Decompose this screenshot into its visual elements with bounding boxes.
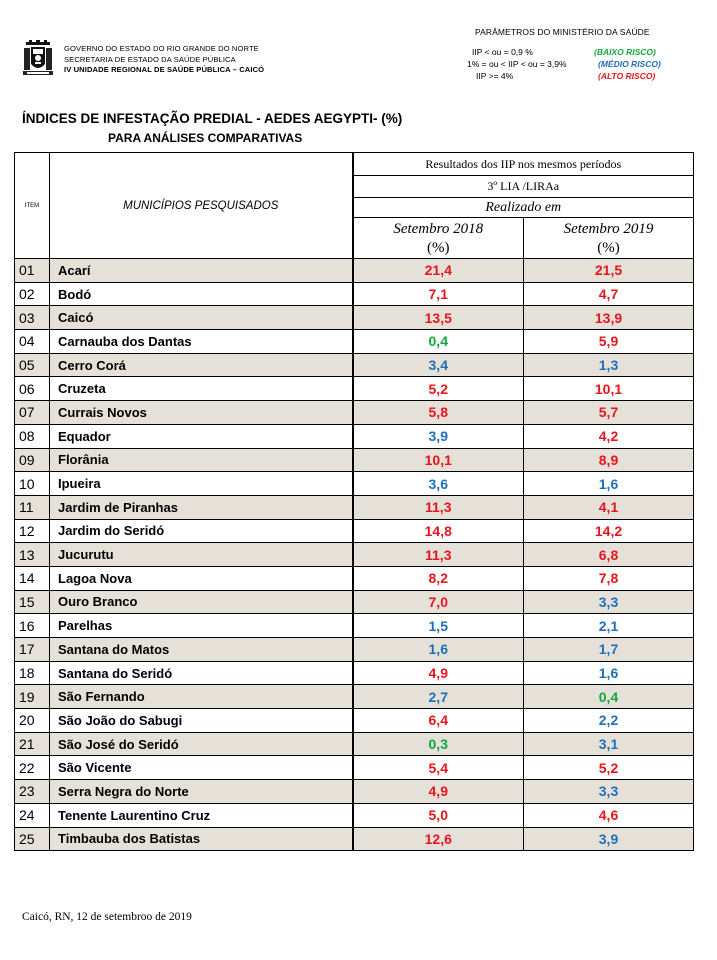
row-item-number: 22 — [15, 756, 50, 780]
row-item-number: 13 — [15, 543, 50, 567]
row-value-2019: 3,3 — [524, 780, 694, 804]
table-row — [15, 448, 694, 472]
table-row — [15, 519, 694, 543]
row-item-number: 19 — [15, 685, 50, 709]
row-item-number: 07 — [15, 401, 50, 425]
row-municipality: São José do Seridó — [50, 732, 353, 756]
row-municipality: Jucurutu — [50, 543, 353, 567]
row-value-2019: 4,1 — [524, 495, 694, 519]
row-value-2019: 2,1 — [524, 614, 694, 638]
row-item-number: 23 — [15, 780, 50, 804]
row-item-number: 15 — [15, 590, 50, 614]
period-2018-header — [353, 218, 524, 259]
row-value-2018: 6,4 — [353, 709, 524, 733]
row-municipality: Serra Negra do Norte — [50, 780, 353, 804]
row-value-2019: 4,7 — [524, 282, 694, 306]
row-value-2018: 0,3 — [353, 732, 524, 756]
row-value-2018: 7,0 — [353, 590, 524, 614]
row-item-number: 21 — [15, 732, 50, 756]
row-municipality: Ouro Branco — [50, 590, 353, 614]
row-value-2018: 12,6 — [353, 827, 524, 851]
row-value-2019: 7,8 — [524, 566, 694, 590]
row-item-number: 04 — [15, 330, 50, 354]
row-value-2018: 8,2 — [353, 566, 524, 590]
row-municipality: Parelhas — [50, 614, 353, 638]
infestation-table — [14, 152, 694, 851]
header-line-government: GOVERNO DO ESTADO DO RIO GRANDE DO NORTE — [64, 44, 259, 53]
row-value-2018: 5,4 — [353, 756, 524, 780]
row-municipality: Florânia — [50, 448, 353, 472]
row-municipality: Cruzeta — [50, 377, 353, 401]
row-municipality: Tenente Laurentino Cruz — [50, 803, 353, 827]
state-coat-of-arms-icon — [23, 40, 53, 78]
row-value-2018: 21,4 — [353, 259, 524, 283]
row-value-2019: 1,7 — [524, 638, 694, 662]
row-item-number: 01 — [15, 259, 50, 283]
row-value-2018: 5,0 — [353, 803, 524, 827]
table-row — [15, 306, 694, 330]
row-value-2019: 8,9 — [524, 448, 694, 472]
table-row — [15, 590, 694, 614]
row-value-2019: 0,4 — [524, 685, 694, 709]
row-value-2019: 3,9 — [524, 827, 694, 851]
row-item-number: 24 — [15, 803, 50, 827]
lia-header: 3º LIA /LIRAa — [353, 176, 694, 198]
parameters-title: PARÂMETROS DO MINISTÉRIO DA SAÚDE — [475, 27, 650, 37]
table-row — [15, 566, 694, 590]
row-value-2018: 7,1 — [353, 282, 524, 306]
table-row — [15, 377, 694, 401]
table-row — [15, 353, 694, 377]
document-subtitle: PARA ANÁLISES COMPARATIVAS — [108, 131, 303, 145]
period-2018-unit: (%) — [427, 240, 450, 256]
row-value-2019: 13,9 — [524, 306, 694, 330]
period-2018-label: Setembro 2018 — [393, 221, 484, 237]
row-municipality: Jardim de Piranhas — [50, 495, 353, 519]
table-row — [15, 803, 694, 827]
table-row — [15, 495, 694, 519]
table-row — [15, 401, 694, 425]
table-row — [15, 709, 694, 733]
row-value-2019: 3,1 — [524, 732, 694, 756]
row-value-2019: 10,1 — [524, 377, 694, 401]
row-municipality: Lagoa Nova — [50, 566, 353, 590]
table-row — [15, 661, 694, 685]
row-municipality: Caicó — [50, 306, 353, 330]
header-line-regional-unit: IV UNIDADE REGIONAL DE SAÚDE PÚBLICA – CAICÓ — [64, 65, 265, 74]
param-rule-low: IIP < ou = 0,9 % — [472, 47, 533, 57]
row-value-2018: 3,6 — [353, 472, 524, 496]
row-value-2019: 14,2 — [524, 519, 694, 543]
row-value-2018: 5,8 — [353, 401, 524, 425]
row-item-number: 14 — [15, 566, 50, 590]
row-value-2018: 11,3 — [353, 543, 524, 567]
period-2019-header — [524, 218, 694, 259]
row-item-number: 02 — [15, 282, 50, 306]
table-row — [15, 330, 694, 354]
row-value-2018: 13,5 — [353, 306, 524, 330]
row-value-2018: 2,7 — [353, 685, 524, 709]
param-risk-medium: (MÉDIO RISCO) — [598, 59, 661, 69]
row-item-number: 11 — [15, 495, 50, 519]
header-line-secretariat: SECRETARIA DE ESTADO DA SAÚDE PÚBLICA — [64, 55, 236, 64]
row-municipality: Santana do Seridó — [50, 661, 353, 685]
period-2019-unit: (%) — [597, 240, 620, 256]
row-value-2018: 3,9 — [353, 424, 524, 448]
row-municipality: Currais Novos — [50, 401, 353, 425]
table-row — [15, 282, 694, 306]
row-municipality: Carnauba dos Dantas — [50, 330, 353, 354]
row-item-number: 10 — [15, 472, 50, 496]
row-item-number: 12 — [15, 519, 50, 543]
row-value-2018: 3,4 — [353, 353, 524, 377]
row-value-2019: 3,3 — [524, 590, 694, 614]
param-rule-high: IIP >= 4% — [476, 71, 514, 81]
row-value-2019: 4,6 — [524, 803, 694, 827]
row-value-2019: 6,8 — [524, 543, 694, 567]
row-municipality: Cerro Corá — [50, 353, 353, 377]
table-row — [15, 614, 694, 638]
row-value-2018: 1,6 — [353, 638, 524, 662]
row-municipality: Equador — [50, 424, 353, 448]
row-municipality: Timbauba dos Batistas — [50, 827, 353, 851]
period-2019-label: Setembro 2019 — [563, 221, 654, 237]
row-municipality: Ipueira — [50, 472, 353, 496]
row-value-2019: 5,9 — [524, 330, 694, 354]
param-risk-low: (BAIXO RISCO) — [594, 47, 656, 57]
table-row — [15, 732, 694, 756]
results-header: Resultados dos IIP nos mesmos períodos — [353, 153, 694, 176]
row-value-2018: 0,4 — [353, 330, 524, 354]
table-row — [15, 424, 694, 448]
row-value-2019: 1,6 — [524, 472, 694, 496]
row-item-number: 08 — [15, 424, 50, 448]
footer-date: Caicó, RN, 12 de setembroo de 2019 — [22, 911, 192, 923]
table-row — [15, 780, 694, 804]
param-risk-high: (ALTO RISCO) — [598, 71, 656, 81]
row-value-2018: 4,9 — [353, 780, 524, 804]
row-value-2018: 5,2 — [353, 377, 524, 401]
row-value-2018: 4,9 — [353, 661, 524, 685]
table-row — [15, 472, 694, 496]
row-municipality: São João do Sabugi — [50, 709, 353, 733]
row-value-2018: 1,5 — [353, 614, 524, 638]
municipalities-header: MUNICÍPIOS PESQUISADOS — [50, 153, 353, 259]
table-row — [15, 827, 694, 851]
row-item-number: 06 — [15, 377, 50, 401]
row-municipality: Santana do Matos — [50, 638, 353, 662]
row-item-number: 18 — [15, 661, 50, 685]
row-value-2019: 2,2 — [524, 709, 694, 733]
row-value-2019: 1,3 — [524, 353, 694, 377]
row-value-2018: 10,1 — [353, 448, 524, 472]
table-row — [15, 543, 694, 567]
row-value-2018: 14,8 — [353, 519, 524, 543]
row-item-number: 09 — [15, 448, 50, 472]
row-item-number: 20 — [15, 709, 50, 733]
table-row — [15, 685, 694, 709]
row-item-number: 05 — [15, 353, 50, 377]
row-item-number: 17 — [15, 638, 50, 662]
item-header: ITEM — [15, 153, 50, 259]
param-rule-medium: 1% = ou < IIP < ou = 3,9% — [467, 59, 567, 69]
row-value-2018: 11,3 — [353, 495, 524, 519]
row-municipality: Acarí — [50, 259, 353, 283]
row-value-2019: 5,2 — [524, 756, 694, 780]
row-item-number: 03 — [15, 306, 50, 330]
row-municipality: São Fernando — [50, 685, 353, 709]
document-title: ÍNDICES DE INFESTAÇÃO PREDIAL - AEDES AEGYPTI- (%) — [22, 111, 403, 126]
row-value-2019: 21,5 — [524, 259, 694, 283]
row-item-number: 16 — [15, 614, 50, 638]
row-municipality: Bodó — [50, 282, 353, 306]
row-value-2019: 5,7 — [524, 401, 694, 425]
row-municipality: Jardim do Seridó — [50, 519, 353, 543]
realized-header: Realizado em — [353, 198, 694, 218]
row-value-2019: 4,2 — [524, 424, 694, 448]
row-value-2019: 1,6 — [524, 661, 694, 685]
table-row — [15, 756, 694, 780]
table-row — [15, 638, 694, 662]
table-row — [15, 259, 694, 283]
row-item-number: 25 — [15, 827, 50, 851]
table-body — [15, 259, 694, 851]
row-municipality: São Vicente — [50, 756, 353, 780]
